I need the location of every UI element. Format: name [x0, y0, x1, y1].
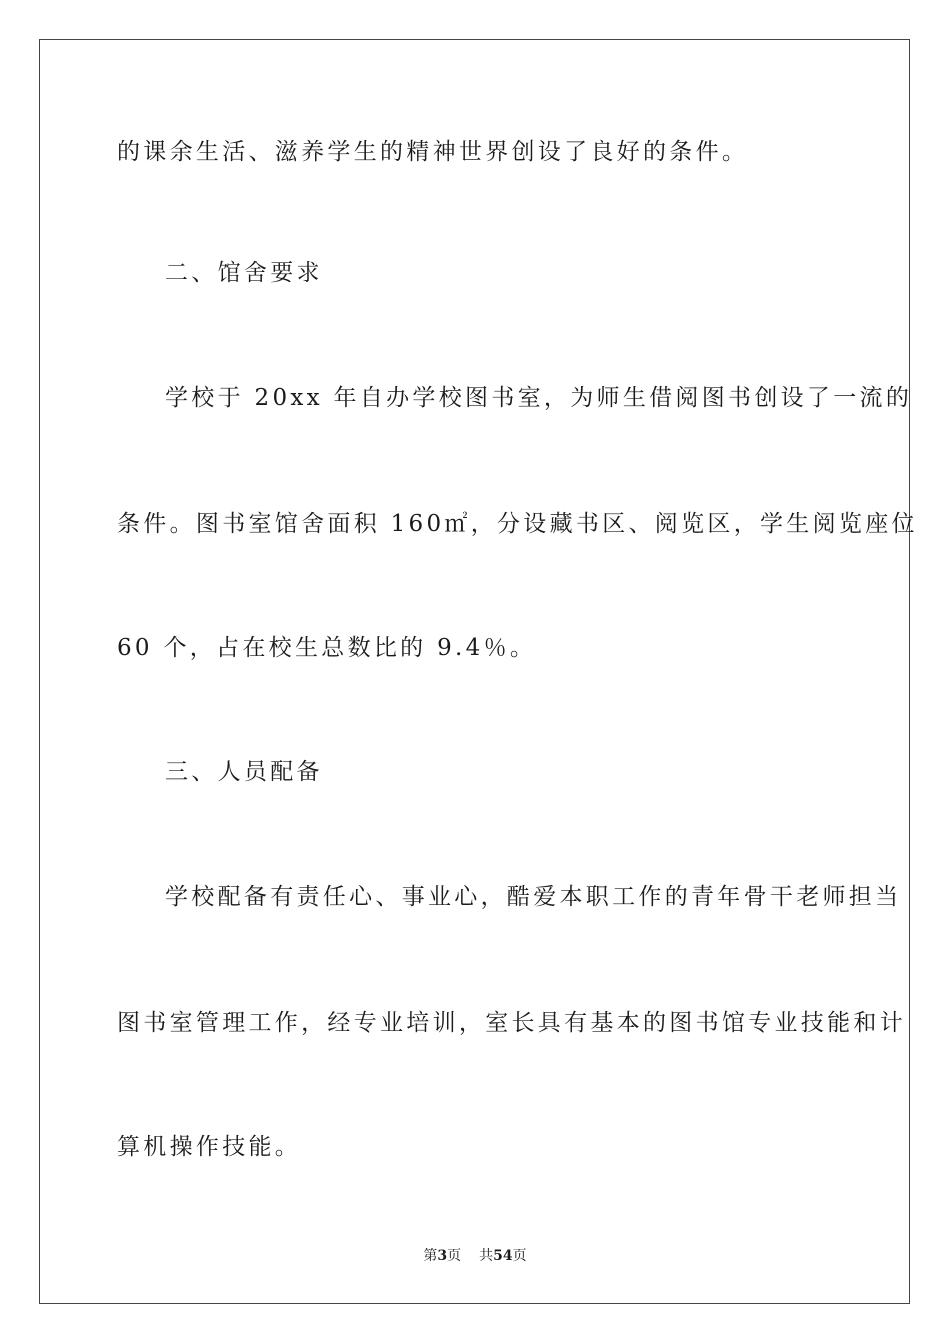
footer-total-prefix: 共 — [479, 1248, 494, 1264]
page-border — [39, 39, 913, 1304]
section-heading-2: 二、馆舍要求 — [165, 260, 323, 286]
paragraph-line-5: 学校配备有责任心、事业心，酷爱本职工作的青年骨干老师担当 — [165, 884, 902, 910]
page-footer — [0, 1247, 950, 1265]
footer-total-suffix: 页 — [512, 1248, 527, 1264]
paragraph-line-1: 的课余生活、滋养学生的精神世界创设了良好的条件。 — [117, 139, 749, 165]
paragraph-line-3: 条件。图书室馆舍面积 160㎡，分设藏书区、阅览区，学生阅览座位 — [117, 511, 918, 537]
footer-page-suffix: 页 — [447, 1248, 462, 1264]
paragraph-line-6: 图书室管理工作，经专业培训，室长具有基本的图书馆专业技能和计 — [117, 1010, 906, 1036]
section-heading-3: 三、人员配备 — [165, 759, 323, 785]
footer-page-prefix: 第 — [423, 1248, 438, 1264]
paragraph-line-2: 学校于 20xx 年自办学校图书室，为师生借阅图书创设了一流的 — [165, 385, 913, 411]
paragraph-line-4: 60 个，占在校生总数比的 9.4％。 — [117, 635, 537, 661]
footer-page-number: 3 — [437, 1248, 448, 1264]
footer-total-pages: 54 — [493, 1248, 513, 1264]
paragraph-line-7: 算机操作技能。 — [117, 1134, 302, 1160]
